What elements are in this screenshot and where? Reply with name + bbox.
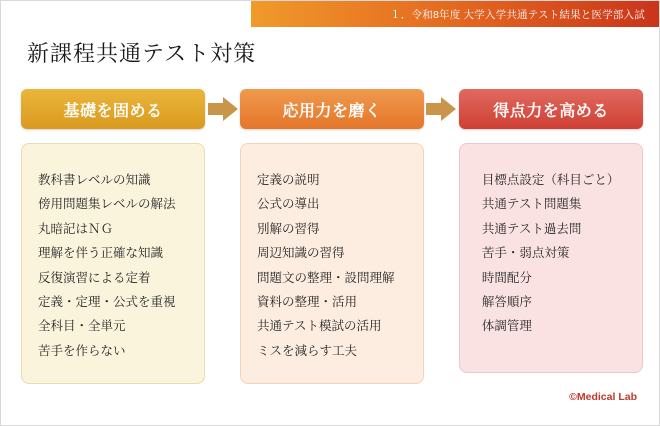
list-item: 目標点設定（科目ごと）: [481, 173, 620, 187]
page-title: 新課程共通テスト対策: [27, 41, 257, 66]
list-item: 教科書レベルの知識: [38, 173, 151, 187]
list-item: 定義・定理・公式を重視: [38, 294, 176, 309]
list-item: 共通テスト問題集: [481, 197, 582, 212]
column-body-scoring: [459, 143, 643, 373]
column-basics: [21, 89, 205, 384]
list-item: 反復演習による定着: [38, 270, 151, 285]
column-application: [240, 89, 424, 384]
list-item: 苦手・弱点対策: [481, 246, 570, 261]
list-item: 周辺知識の習得: [256, 246, 345, 261]
arrow-right-icon: [426, 97, 456, 121]
arrow-2-wrap: [424, 89, 459, 121]
header-ribbon: [251, 1, 659, 27]
arrow-1-wrap: [205, 89, 240, 121]
list-item: 理解を伴う正確な知識: [38, 246, 164, 261]
list-item: 体調管理: [481, 319, 532, 334]
column-body-basics: [21, 143, 205, 384]
column-heading-basics: 基礎を固める: [21, 89, 205, 129]
list-item: 定義の説明: [256, 173, 320, 187]
list-item: 資料の整理・活用: [256, 294, 357, 309]
header-ribbon-label: １．令和8年度 大学入学共通テスト結果と医学部入試: [390, 8, 645, 21]
list-item: 丸暗記はＮＧ: [38, 221, 114, 236]
column-scoring: [459, 89, 643, 373]
list-item: 苦手を作らない: [38, 343, 126, 358]
list-item: 公式の導出: [256, 197, 320, 212]
copyright-credit: ©Medical Lab: [569, 391, 637, 403]
list-item: 全科目・全単元: [38, 319, 126, 334]
columns-container: [21, 89, 643, 384]
column-heading-application: 応用力を磨く: [240, 89, 424, 129]
list-item: 共通テスト模試の活用: [256, 319, 382, 334]
list-item: 時間配分: [481, 270, 532, 285]
arrow-right-icon: [208, 97, 238, 121]
list-item: 別解の習得: [256, 221, 320, 236]
list-item: 問題文の整理・設問理解: [256, 270, 395, 285]
column-body-application: [240, 143, 424, 384]
list-item: 解答順序: [481, 294, 532, 309]
list-item: ミスを減らす工夫: [256, 343, 357, 358]
list-item: 傍用問題集レベルの解法: [38, 197, 176, 212]
list-item: 共通テスト過去問: [481, 221, 582, 236]
column-heading-scoring: 得点力を高める: [459, 89, 643, 129]
